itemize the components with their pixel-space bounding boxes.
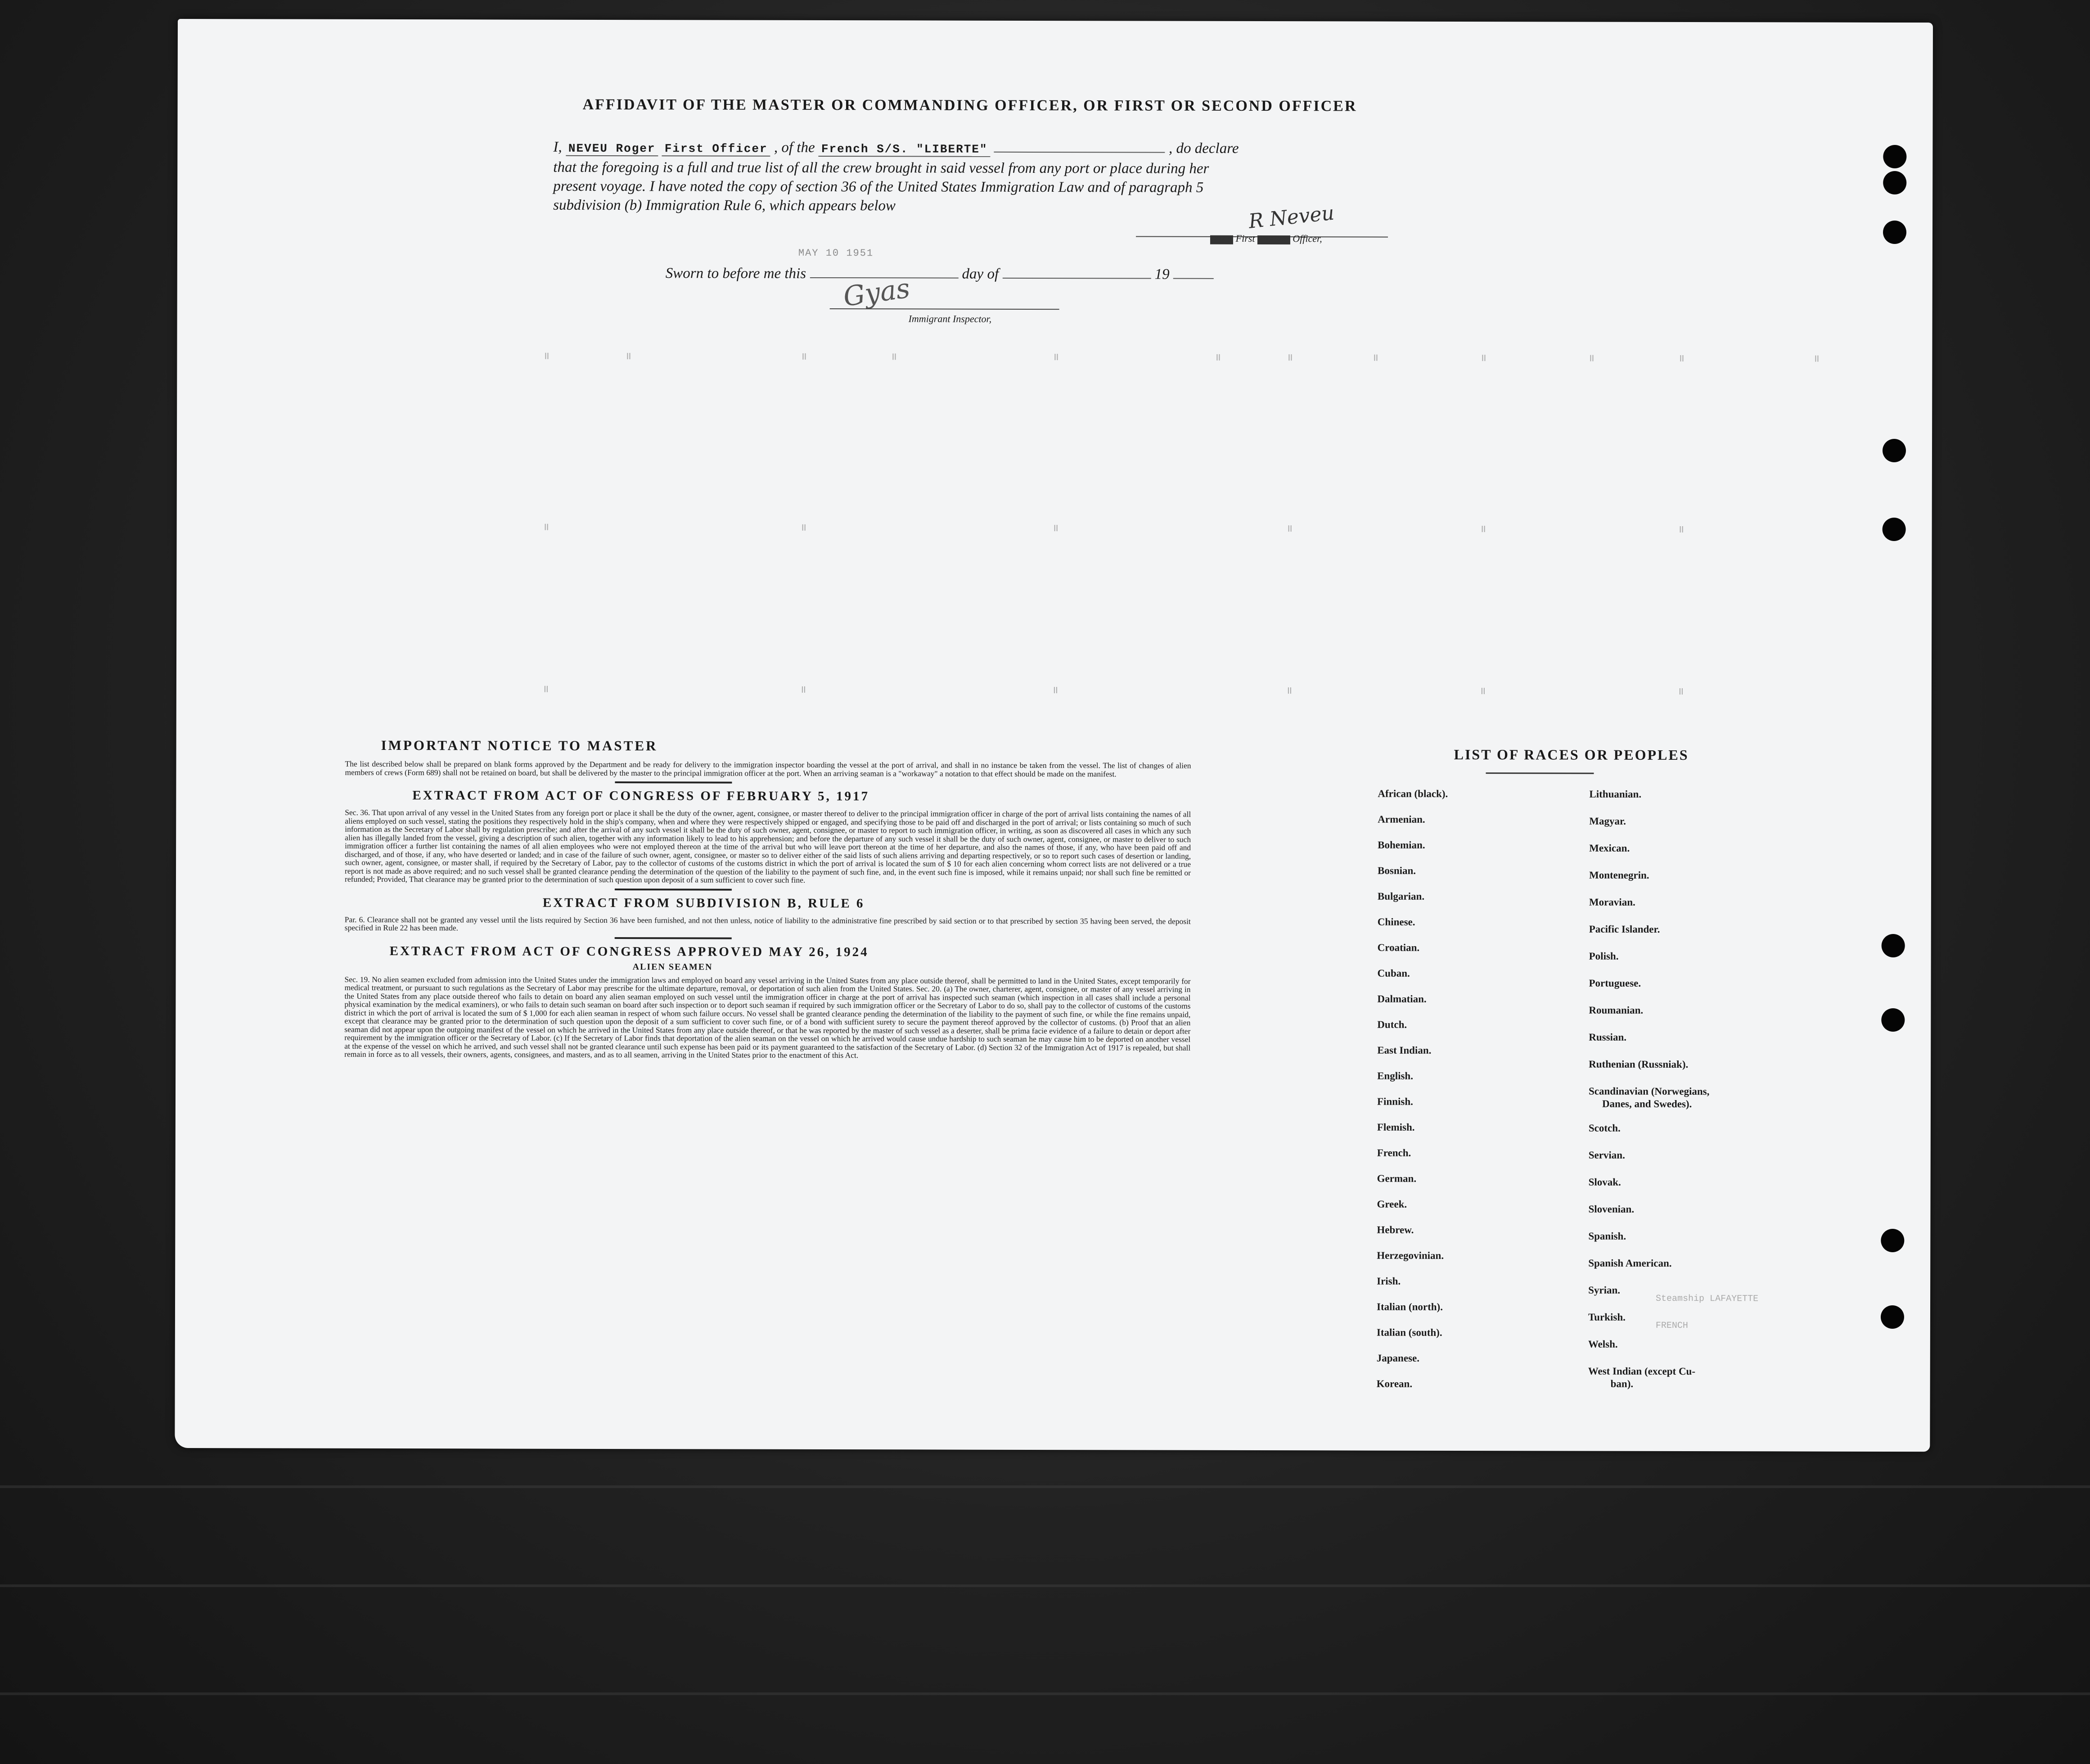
- struck-text-redaction: MMMMMM: [1257, 235, 1290, 244]
- punch-hole: [1881, 1008, 1905, 1032]
- race-item: Slovak.: [1588, 1176, 1621, 1188]
- column-tick: [1680, 688, 1683, 695]
- column-tick: [1288, 525, 1292, 532]
- extract-1924-body: Sec. 19. No alien seamen excluded from admission into the United States under the immigration laws and employed on board any vessel arriving in the United States from any place outside thereof, shall be permitted to land in the United States, except temporarily for medical treatment, or pursuant to such regulations as the Secretary of Labor may prescribe for the ultimate departure, removal, or deportation of such alien from the United States. Sec. 20. (a) The owner, charterer, agent, consignee, or master of any vessel arriving in the United States from any place outside thereof who fails to detain on board any alien seaman employed on such vessel until the immigration officer in charge at the port of arrival has inspected such seaman (which inspection in all cases shall include a personal physical examination by the medical examiners), or who fails to detain such seaman on board after such inspection or to deport such seaman if required by such immigration officer or the Secretary of Labor to do so, shall pay to the collector of customs of the customs district in which the port of arrival is located the sum of $ 1,000 for each alien seaman in respect of whom such failure occurs. No vessel shall be granted clearance pending the determination of the liability to the payment of such fine, or while the fine remains unpaid, except that clearance may be granted prior to the determination of such question upon the deposit of a sum sufficient to cover such fine, or of a bond with sufficient surety to secure the payment thereof approved by the collector of customs. (b) Proof that an alien seaman did not appear upon the outgoing manifest of the vessel on which he arrived in the United States from any place outside thereof, or that he was reported by the master of such vessel as a deserter, shall be prima facie evidence of a failure to detain or deport after requirement by the immigration officer or the Secretary of Labor. (c) If the Secretary of Labor finds that deportation of the alien seaman on the vessel on which he arrived would cause undue hardship to such seaman he may cause him to be deported on another vessel at the expense of the vessel on which he arrived, and such vessel shall not be granted clearance until such expense has been paid or its payment guaranteed to the satisfaction of the Secretary of Labor. (d) Section 32 of the Immigration Act of 1917 is repealed, but shall remain in force as to all vessels, their owners, agents, consignees, and masters, and as to all seamen, arriving in the United States prior to the enactment of this Act.: [344, 974, 1191, 1060]
- scan-artifact-band: [0, 1692, 2090, 1695]
- race-item: Armenian.: [1378, 813, 1425, 825]
- race-item: Scotch.: [1588, 1122, 1621, 1134]
- race-item: French.: [1377, 1147, 1411, 1159]
- inspector-signature: Gyas: [841, 272, 912, 313]
- affidavit-line-4: subdivision (b) Immigration Rule 6, which appears below: [553, 197, 896, 214]
- do-declare-label: , do declare: [1168, 140, 1239, 157]
- extract-1924-title: EXTRACT FROM ACT OF CONGRESS APPROVED MAY 26, 1924: [389, 943, 869, 959]
- races-title-rule: [1486, 772, 1594, 774]
- race-item: Russian.: [1589, 1031, 1627, 1043]
- race-item: Korean.: [1376, 1378, 1413, 1390]
- race-item: Finnish.: [1377, 1096, 1413, 1107]
- column-tick: [802, 686, 805, 693]
- column-tick: [892, 353, 896, 360]
- race-item: Hebrew.: [1377, 1224, 1414, 1236]
- column-tick: [802, 524, 806, 531]
- month-blank: [1002, 278, 1151, 279]
- column-tick: [1054, 687, 1057, 693]
- bleed-through-text: Steamship LAFAYETTE: [1656, 1293, 1759, 1304]
- vessel-name-field: French S/S. "LIBERTE": [819, 142, 991, 157]
- punch-hole: [1883, 518, 1906, 541]
- extract-rule6-body: Par. 6. Clearance shall not be granted any vessel until the lists required by Section 36 have been furnished, and not then unless, notice of liability to the administrative fine prescribed by said section or to that prescribed by section 35 having been served, the deposit specified in Rule 22 has been made.: [344, 915, 1191, 933]
- affidavit-i-label: I,: [553, 139, 562, 155]
- race-item: Servian.: [1588, 1149, 1625, 1161]
- race-item: Bosnian.: [1378, 865, 1416, 876]
- affidavit-line-3: present voyage. I have noted the copy of section 36 of the United States Immigration Law and of paragraph 5: [553, 178, 1204, 196]
- race-item: Polish.: [1589, 950, 1619, 962]
- column-tick: [1288, 687, 1291, 694]
- column-tick: [1482, 688, 1485, 694]
- affidavit-line-2: that the foregoing is a full and true list of all the crew brought in said vessel from any port or place during her: [553, 159, 1209, 177]
- column-tick: [545, 524, 548, 530]
- column-tick: [1374, 355, 1377, 361]
- of-the-label: , of the: [774, 139, 815, 156]
- race-item: African (black).: [1378, 788, 1448, 799]
- race-item: Roumanian.: [1589, 1004, 1644, 1016]
- section-rule: [615, 937, 732, 939]
- column-tick: [1054, 354, 1058, 360]
- vessel-blank-line: [994, 152, 1165, 153]
- race-item: Flemish.: [1377, 1121, 1415, 1133]
- races-title: LIST OF RACES OR PEOPLES: [1454, 746, 1689, 763]
- race-item: Scandinavian (Norwegians,: [1588, 1085, 1710, 1097]
- race-item: Croatian.: [1377, 942, 1420, 953]
- race-item: Bulgarian.: [1377, 890, 1425, 902]
- date-stamp: MAY 10 1951: [798, 247, 874, 259]
- column-tick: [1216, 354, 1220, 361]
- officer-rank-field: First Officer: [662, 142, 770, 157]
- column-tick: [545, 353, 548, 359]
- year-prefix: 19: [1154, 266, 1170, 283]
- race-item: Dalmatian.: [1377, 993, 1427, 1005]
- race-item: Japanese.: [1376, 1352, 1420, 1364]
- column-tick: [1815, 356, 1818, 362]
- punch-hole: [1883, 171, 1906, 194]
- officer-name-field: NEVEU Roger: [566, 142, 658, 156]
- column-tick: [802, 353, 806, 360]
- notice-title: IMPORTANT NOTICE TO MASTER: [381, 737, 658, 754]
- extract-1917-body: Sec. 36. That upon arrival of any vessel in the United States from any foreign port or place it shall be the duty of the owner, agent, consignee, or master thereof to deliver to the principal immigration officer in charge of the port of arrival lists containing the names of all aliens employed on such vessel, stating the positions they respectively hold in the ship's company, when and where they were respectively shipped or engaged, and specifying those to be paid off and discharged in the port of arrival; or lists containing so much of such information as the Secretary of Labor shall by regulation prescribe; and after the arrival of any such vessel it shall be the duty of such owner, agent, consignee, or master to report to such immigration officer, in writing, as soon as discovered all cases in which any such alien has illegally landed from the vessel, giving a description of such alien, together with any information likely to lead to his apprehension; and before the departure of any such vessel it shall be the duty of such owner, agent, consignee, or master to deliver to such immigration officer a further list containing the names of all alien employees who were not employed thereon at the time of the arrival but who will leave port thereon at the time of her departure, and also the names of those, if any, who have been paid off and discharged, and of those, if any, who have deserted or landed; and in case of the failure of such owner, agent, consignee, or master so to deliver either of the said lists of such aliens arriving and departing respectively, or so to report such cases of desertion or landing, such owner, agent, consignee, or master shall, if required by the Secretary of Labor, pay to the collector of customs of the customs district in which the port of arrival is located the sum of $ 10 for each alien concerning whom correct lists are not delivered or a true report is not made as above required; and no such vessel shall be granted clearance pending the determination of the question of the liability to the payment of such fine, and, in the event such fine is imposed, while it remains unpaid; nor shall such fine be remitted or refunded; Provided, That clearance may be granted prior to the determination of such question upon deposit of a sum sufficient to cover such fine.: [344, 808, 1191, 884]
- section-rule: [615, 889, 732, 891]
- race-item: German.: [1377, 1173, 1417, 1184]
- column-tick: [627, 353, 630, 359]
- officer-title-label: [1210, 233, 1322, 245]
- column-tick: [1054, 525, 1058, 531]
- race-item: West Indian (except Cu-: [1588, 1365, 1696, 1377]
- scan-artifact-band: [0, 1584, 2090, 1587]
- day-of-label: day of: [962, 266, 999, 282]
- race-item: Greek.: [1377, 1198, 1407, 1210]
- extract-1917-title: EXTRACT FROM ACT OF CONGRESS OF FEBRUARY 5, 1917: [412, 788, 870, 804]
- race-item: Turkish.: [1588, 1311, 1626, 1323]
- punch-hole: [1881, 1305, 1904, 1329]
- sworn-line: [666, 265, 1214, 283]
- extract-rule6-title: EXTRACT FROM SUBDIVISION B, RULE 6: [542, 895, 865, 911]
- punch-hole: [1882, 934, 1905, 957]
- punch-hole: [1883, 439, 1906, 462]
- column-tick: [1680, 355, 1683, 361]
- bleed-through-text: FRENCH: [1655, 1320, 1688, 1331]
- notice-column: [344, 737, 1191, 1060]
- race-item: Dutch.: [1377, 1019, 1407, 1030]
- column-tick: [1288, 354, 1292, 361]
- race-item: Moravian.: [1589, 896, 1635, 908]
- manifest-page: [175, 19, 1933, 1452]
- race-item: Mexican.: [1589, 842, 1630, 854]
- race-item: Spanish.: [1588, 1230, 1626, 1242]
- year-blank: [1173, 278, 1214, 279]
- column-tick: [1482, 526, 1485, 532]
- officer-suffix: Officer,: [1293, 233, 1322, 244]
- notice-body: The list described below shall be prepared on blank forms approved by the Department and be ready for delivery to the immigration inspector boarding the vessel at the port of arrival, and shall in no instance be taken from the vessel. The list of changes of alien members of crews (Form 689) shall not be retained on board, but shall be delivered by the master to the principal immigration officer at the port. When an arriving seaman is a "workaway" a notation to that effect should be made on the manifest.: [345, 759, 1191, 778]
- officer-prefix: First: [1235, 232, 1255, 244]
- race-item: East Indian.: [1377, 1044, 1432, 1056]
- column-tick: [1590, 355, 1593, 361]
- alien-seamen-subtitle: ALIEN SEAMEN: [632, 961, 713, 972]
- column-tick: [545, 686, 548, 692]
- race-item: Italian (south).: [1376, 1326, 1442, 1338]
- race-item: Lithuanian.: [1589, 788, 1642, 800]
- punch-hole: [1883, 145, 1906, 168]
- affidavit-body: [553, 138, 1381, 217]
- race-item: Danes, and Swedes).: [1602, 1098, 1692, 1110]
- struck-text-redaction: MMMM: [1210, 235, 1233, 244]
- section-rule: [615, 781, 732, 784]
- race-item: ban).: [1610, 1378, 1634, 1390]
- affidavit-line-1: [553, 138, 1381, 160]
- inspector-label: Immigrant Inspector,: [908, 313, 992, 325]
- affidavit-title: AFFIDAVIT OF THE MASTER OR COMMANDING OFFICER, OR FIRST OR SECOND OFFICER: [582, 96, 1357, 115]
- punch-hole: [1883, 221, 1906, 244]
- race-item: Montenegrin.: [1589, 869, 1649, 881]
- race-item: English.: [1377, 1070, 1414, 1082]
- race-item: Welsh.: [1588, 1338, 1618, 1350]
- race-item: Irish.: [1377, 1275, 1401, 1287]
- race-item: Magyar.: [1589, 815, 1626, 827]
- race-item: Syrian.: [1588, 1284, 1621, 1296]
- race-item: Chinese.: [1377, 916, 1415, 928]
- officer-signature: R Neveu: [1247, 201, 1336, 233]
- column-tick: [1482, 355, 1485, 361]
- race-item: Ruthenian (Russniak).: [1589, 1058, 1689, 1070]
- race-item: Bohemian.: [1378, 839, 1425, 851]
- race-item: Portuguese.: [1589, 977, 1641, 989]
- race-item: Italian (north).: [1376, 1301, 1443, 1313]
- sworn-label: Sworn to before me this: [665, 265, 806, 282]
- race-item: Herzegovinian.: [1377, 1250, 1444, 1261]
- race-item: Pacific Islander.: [1589, 923, 1660, 935]
- punch-hole: [1881, 1229, 1904, 1252]
- column-tick: [1680, 526, 1683, 532]
- race-item: Slovenian.: [1588, 1203, 1635, 1215]
- scan-artifact-band: [0, 1485, 2090, 1488]
- race-item: Spanish American.: [1588, 1257, 1672, 1269]
- race-item: Cuban.: [1377, 967, 1410, 979]
